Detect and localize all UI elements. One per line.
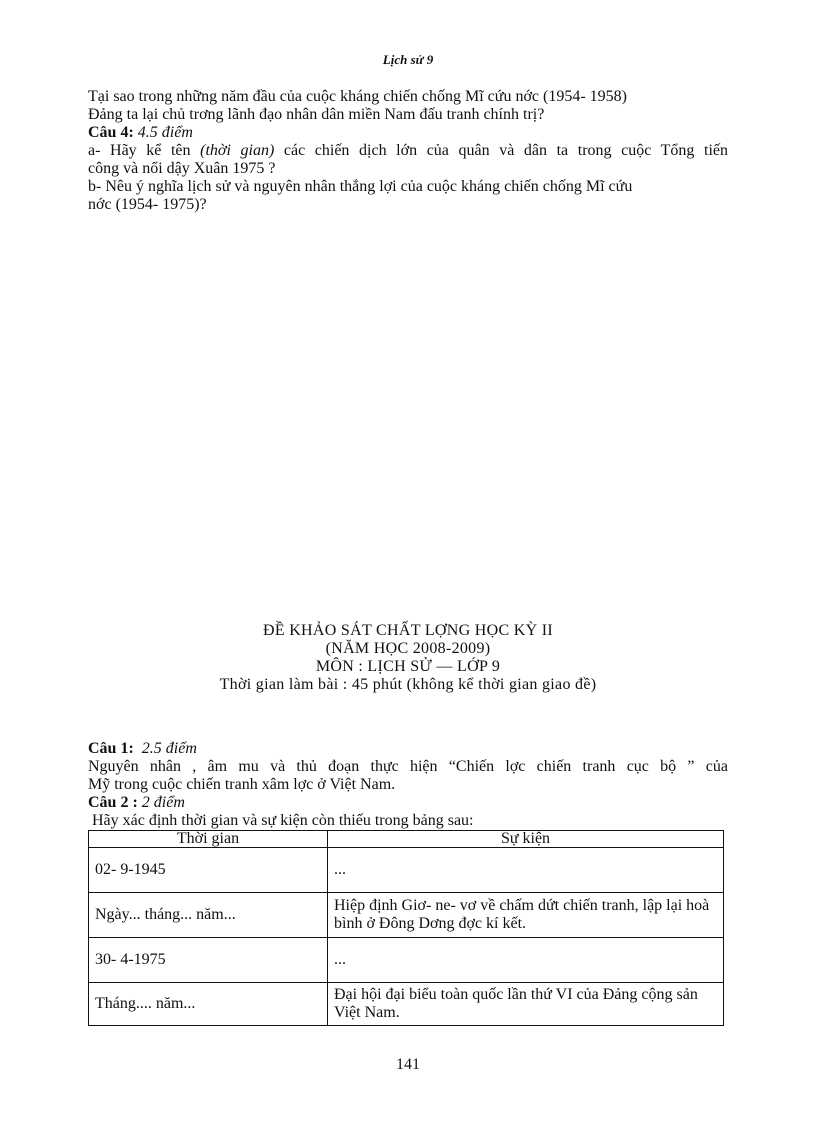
question-4-heading (88, 124, 728, 142)
question-2-points: 2 điểm (141, 794, 185, 811)
question-2-instruction: Hãy xác định thời gian và sự kiện còn thiếu trong bảng sau: (92, 812, 474, 829)
question-1-line-1: Nguyên nhân , âm mu và thủ đoạn thực hiện “Chiến lợc chiến tranh cục bộ ” của (88, 758, 728, 775)
question-3-line-1: Tại sao trong những năm đầu của cuộc kháng chiến chống Mĩ cứu nớc (1954- 1958) (88, 88, 627, 105)
question-1-line-2: Mỹ trong cuộc chiến tranh xâm lợc ở Việt Nam. (88, 776, 396, 793)
table-cell-event: ... (328, 848, 724, 893)
question-4a-rest: các chiến dịch lớn của quân và dân ta trong cuộc Tổng tiến (274, 142, 729, 159)
table-row (89, 938, 724, 983)
table-cell-time: 02- 9-1945 (89, 848, 328, 893)
question-1-heading (88, 740, 728, 758)
question-4a-prefix: a- Hãy kể tên (88, 142, 201, 159)
page-number: 141 (396, 1056, 420, 1073)
table-header-time: Thời gian (89, 831, 328, 848)
question-4a-line-1 (88, 142, 728, 160)
question-4a-line-2: công và nổi dậy Xuân 1975 ? (88, 160, 276, 177)
running-header: Lịch sử 9 (382, 52, 434, 67)
table-cell-time: 30- 4-1975 (89, 938, 328, 983)
question-4-label: Câu 4: (88, 124, 134, 141)
exam-title-line-4: Thời gian làm bài : 45 phút (không kể thời gian giao đề) (219, 676, 597, 693)
exam-title-line-2: (NĂM HỌC 2008-2009) (325, 640, 491, 657)
question-4b-line-2: nớc (1954- 1975)? (88, 196, 207, 213)
table-cell-time: Tháng.... năm... (89, 983, 328, 1026)
current-exam-section (88, 740, 728, 830)
question-4-points: 4.5 điểm (137, 124, 193, 141)
previous-exam-section (88, 88, 728, 214)
exam-title-line-1: ĐỀ KHẢO SÁT CHẤT LỢNG HỌC KỲ II (262, 622, 554, 639)
table-row (89, 983, 724, 1026)
question-2-label: Câu 2 : (88, 794, 138, 811)
question-4b-line-1: b- Nêu ý nghĩa lịch sử và nguyên nhân thắng lợi của cuộc kháng chiến chống Mĩ cứu (88, 178, 633, 195)
table-cell-time: Ngày... tháng... năm... (89, 893, 328, 938)
table-header-event: Sự kiện (328, 831, 724, 848)
exam-title (0, 622, 816, 694)
exam-title-line-3: MÔN : LỊCH SỬ — LỚP 9 (315, 658, 501, 675)
events-table (88, 830, 724, 1026)
table-cell-event: Đại hội đại biểu toàn quốc lần thứ VI của Đảng cộng sản Việt Nam. (328, 983, 724, 1026)
question-4a-italic: (thời gian) (200, 142, 275, 159)
question-1-label: Câu 1: (88, 740, 134, 757)
table-cell-event: ... (328, 938, 724, 983)
question-1-points: 2.5 điểm (141, 740, 197, 757)
table-row (89, 893, 724, 938)
table-header-row (89, 831, 724, 848)
table-row (89, 848, 724, 893)
question-2-heading (88, 794, 728, 812)
question-3-line-2: Đảng ta lại chủ trơng lãnh đạo nhân dân miền Nam đấu tranh chính trị? (88, 106, 545, 123)
table-cell-event: Hiệp định Giơ- ne- vơ về chấm dứt chiến tranh, lập lại hoà bình ở Đông Dơng đợc kí kết. (328, 893, 724, 938)
